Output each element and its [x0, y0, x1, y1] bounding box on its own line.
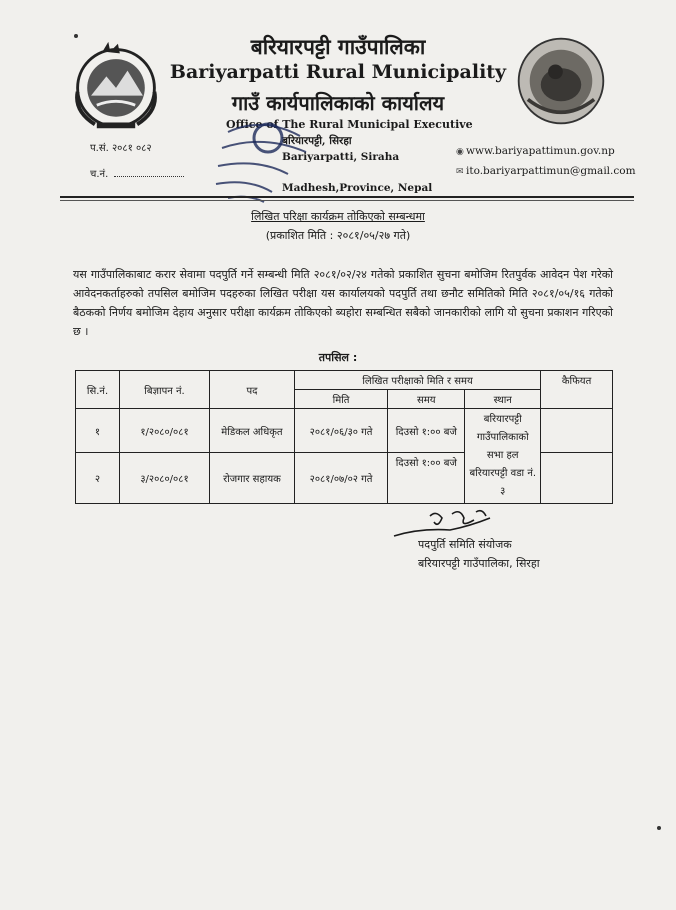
row2-ad-no: ३/२०८०/०८१: [120, 453, 210, 504]
signatory-title: पदपुर्ति समिति संयोजक: [418, 538, 512, 551]
header-venue: स्थान: [465, 390, 541, 409]
header-ad-no: बिज्ञापन नं.: [120, 371, 210, 409]
email-line: [456, 165, 636, 177]
dispatch-number: [90, 166, 184, 180]
office-name-np: गाउँ कार्यपालिकाको कार्यालय: [231, 91, 445, 115]
schedule-heading: तपसिल :: [318, 351, 358, 364]
notice-body: यस गाउँपालिकाबाट करार सेवामा पदपुर्ति गर्ने सम्बन्धी मिति २०८१/०२/२४ गतेको प्रकाशित सुचना बमोजिम रितपुर्वक आवेदन पेश गरेको आवेदनकर्ताहरुको तपसिल बमोजिम पदहरुका लिखित परीक्षा यस कार्यालयको पदपुर्ति तथा छनौट समितिको मिति २०८१/०५/१६ गतेको बैठकको निर्णय बमोजिम देहाय अनुसार परीक्षा कार्यक्रम तोकिएको ब्यहोरा सम्बन्धित सबैको जानकारीको लागि यो सुचना प्रकाशन गरिएको छ ।: [73, 268, 613, 338]
office-stamp: [208, 118, 328, 206]
header-sn: सि.नं.: [76, 371, 120, 409]
header-time: समय: [388, 390, 465, 409]
row1-post: मेडिकल अधिकृत: [209, 409, 294, 453]
website-line: [456, 145, 615, 157]
header-rule: [60, 196, 634, 198]
row2-date: २०८१/०७/०२ गते: [294, 453, 387, 504]
dispatch-number-label: च.नं.: [90, 169, 109, 180]
email-text: ito.bariyarpattimun@gmail.com: [466, 165, 636, 177]
website-text: www.bariyapattimun.gov.np: [466, 145, 615, 157]
row1-time: दिउसो १:०० बजे: [388, 409, 465, 453]
row1-remarks: [541, 409, 613, 453]
dispatch-number-blank: [114, 176, 184, 177]
globe-icon: ◉: [456, 147, 464, 157]
notice-subject: लिखित परिक्षा कार्यक्रम तोकिएको सम्बन्धमा: [251, 210, 425, 223]
header-post: पद: [209, 371, 294, 409]
table-row: [76, 409, 613, 453]
letter-number: प.सं. २०८१ ०८२: [90, 143, 152, 154]
published-date: (प्रकाशित मिति : २०८१/०५/२७ गते): [265, 229, 411, 242]
signatory-org: बरियारपट्टी गाउँपालिका, सिरहा: [418, 557, 540, 570]
row2-time: दिउसो १:०० बजे: [388, 453, 465, 504]
municipality-name-en: Bariyarpatti Rural Municipality: [169, 61, 507, 83]
scan-speck: [657, 826, 661, 830]
header-exam-group: लिखित परीक्षाको मिति र समय: [294, 371, 540, 390]
header-remarks: कैफियत: [541, 371, 613, 409]
row2-sn: २: [76, 453, 120, 504]
venue-cell: बरियारपट्टी गाउँपालिकाको सभा हल बरियारपट्टी वडा नं. ३: [465, 409, 541, 504]
row2-remarks: [541, 453, 613, 504]
envelope-icon: ✉: [456, 167, 464, 177]
row1-sn: १: [76, 409, 120, 453]
row1-date: २०८१/०६/३० गते: [294, 409, 387, 453]
table-header-row: [76, 371, 613, 390]
row1-ad-no: १/२०८०/०८१: [120, 409, 210, 453]
address-en-line1: Bariyarpatti, Siraha: [282, 151, 400, 163]
municipality-name-np: बरियारपट्टी गाउँपालिका: [250, 35, 426, 59]
header-date: मिति: [294, 390, 387, 409]
address-np: बरियारपट्टी, सिरहा: [282, 135, 352, 147]
address-en-line2: Madhesh,Province, Nepal: [282, 182, 433, 194]
exam-schedule-table: [75, 370, 613, 504]
scan-speck: [74, 34, 78, 38]
row2-post: रोजगार सहायक: [209, 453, 294, 504]
header-rule-thin: [60, 200, 634, 201]
office-name-en: Office of The Rural Municipal Executive: [226, 118, 473, 131]
